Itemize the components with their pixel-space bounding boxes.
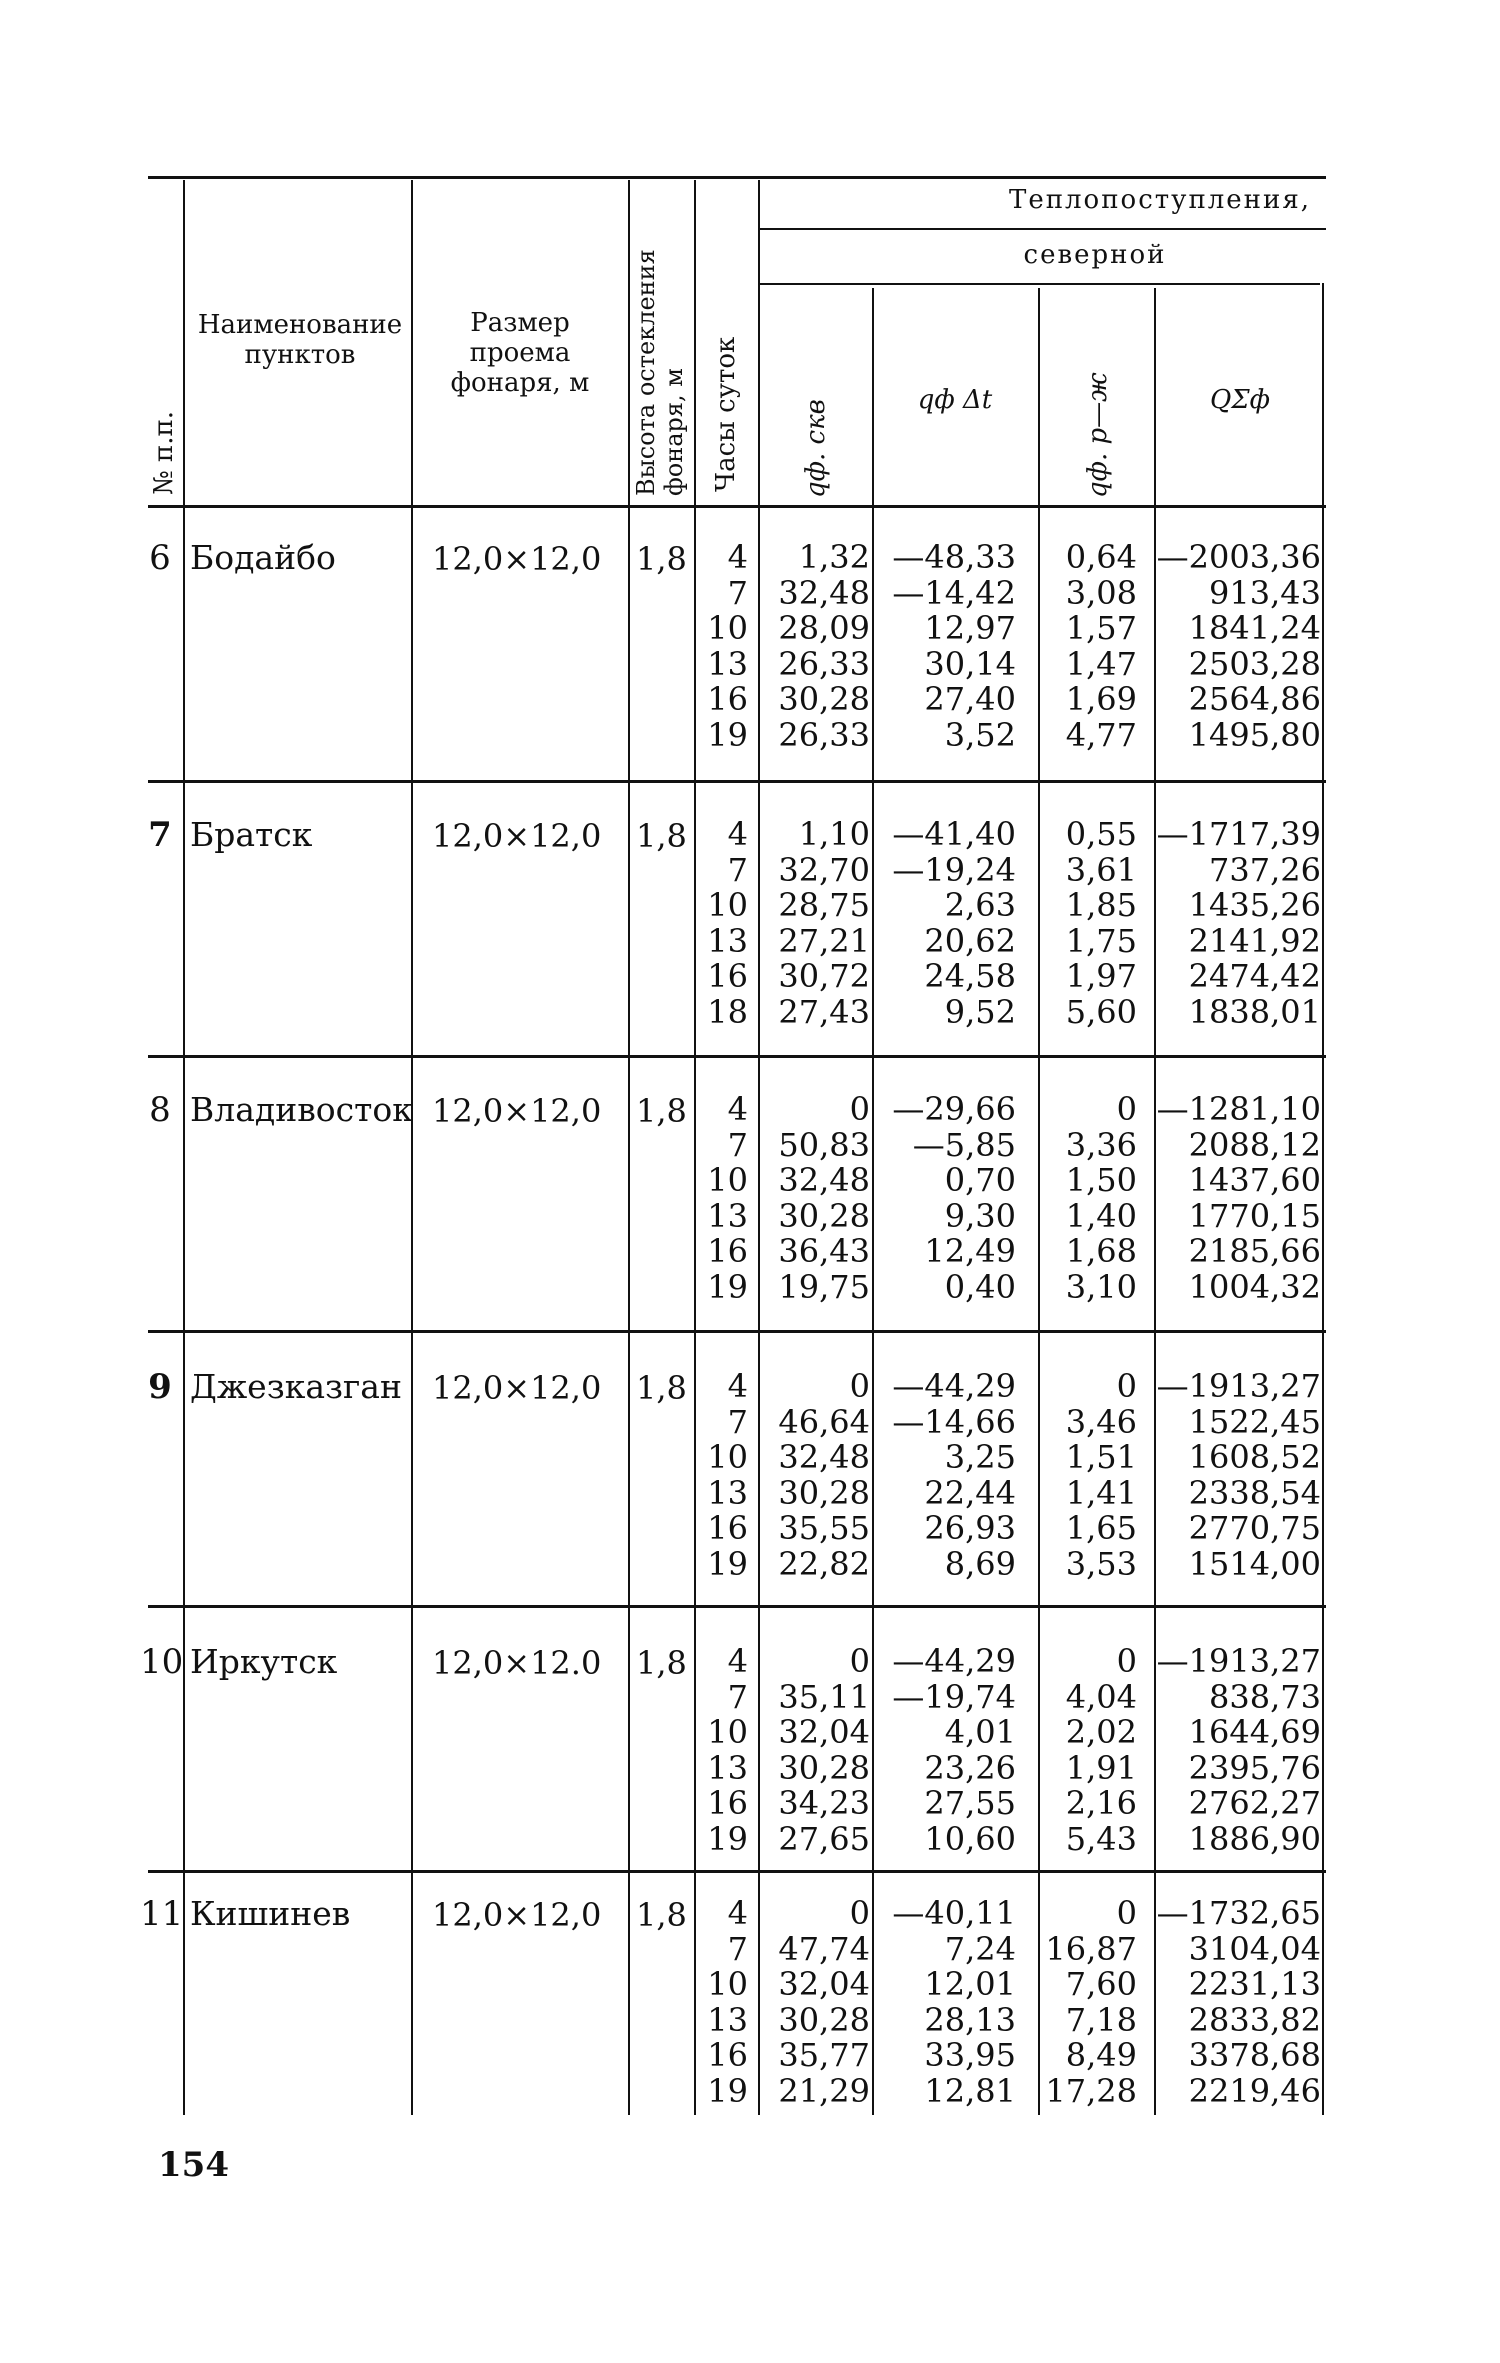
hours-list: 4 7 10 13 16 19	[707, 1642, 748, 1858]
header-hours: Часы суток	[711, 336, 741, 492]
header-q-sum: QΣф	[1209, 385, 1271, 415]
header-lantern-size: Размер проема фонаря, м	[450, 308, 590, 398]
header-q-skv: qф. скв	[801, 399, 831, 498]
header-row-number: № п.п.	[149, 410, 179, 495]
col-divider	[758, 180, 760, 2115]
q-dt-values: —29,66 —5,85 0,70 9,30 12,49 0,40	[892, 1090, 1016, 1306]
q-dt-values: —44,29 —14,66 3,25 22,44 26,93 8,69	[892, 1367, 1016, 1583]
city-name: Братск	[190, 815, 313, 854]
city-name: Кишинев	[190, 1894, 351, 1933]
q-skv-values: 1,32 32,48 28,09 26,33 30,28 26,33	[778, 538, 870, 754]
q-skv-values: 0 47,74 32,04 30,28 35,77 21,29	[778, 1894, 870, 2110]
q-skv-values: 1,10 32,70 28,75 27,21 30,72 27,43	[778, 815, 870, 1031]
lantern-size: 12,0×12,0	[432, 1896, 602, 1934]
hours-list: 4 7 10 13 16 18	[707, 815, 748, 1031]
lantern-size: 12,0×12,0	[432, 1092, 602, 1130]
group-rule	[760, 228, 1326, 230]
row-separator	[148, 1330, 1326, 1333]
q-dt-values: —40,11 7,24 12,01 28,13 33,95 12,81	[892, 1894, 1016, 2110]
hours-list: 4 7 10 13 16 19	[707, 1090, 748, 1306]
hours-list: 4 7 10 13 16 19	[707, 1894, 748, 2110]
city-name: Бодайбо	[190, 538, 336, 577]
row-number: 8	[149, 1090, 171, 1130]
row-number: 6	[149, 538, 171, 578]
col-divider	[1038, 288, 1040, 2115]
row-separator	[148, 1870, 1326, 1873]
col-divider	[411, 180, 413, 2115]
glazing-height: 1,8	[636, 1896, 687, 1934]
header-bottom-rule	[148, 505, 1326, 508]
col-divider	[872, 288, 874, 2115]
row-number: 10	[140, 1642, 184, 1682]
lantern-size: 12,0×12,0	[432, 1369, 602, 1407]
col-divider	[694, 180, 696, 2115]
hours-list: 4 7 10 13 16 19	[707, 1367, 748, 1583]
q-rzh-values: 0 4,04 2,02 1,91 2,16 5,43	[1065, 1642, 1137, 1858]
row-number: 11	[140, 1894, 184, 1934]
col-divider	[183, 180, 185, 2115]
q-rzh-values: 0 3,46 1,51 1,41 1,65 3,53	[1065, 1367, 1137, 1583]
header-north-subgroup: северной	[1023, 240, 1167, 270]
city-name: Иркутск	[190, 1642, 338, 1681]
glazing-height: 1,8	[636, 1644, 687, 1682]
glazing-height: 1,8	[636, 817, 687, 855]
q-skv-values: 0 46,64 32,48 30,28 35,55 22,82	[778, 1367, 870, 1583]
city-name: Джезказган	[190, 1367, 402, 1406]
hours-list: 4 7 10 13 16 19	[707, 538, 748, 754]
header-q-dt: qф Δt	[917, 385, 993, 415]
q-sum-values: —1717,39 737,26 1435,26 2141,92 2474,42 1838,01	[1156, 815, 1321, 1031]
q-rzh-values: 0 3,36 1,50 1,40 1,68 3,10	[1065, 1090, 1137, 1306]
q-sum-values: —1281,10 2088,12 1437,60 1770,15 2185,66 1004,32	[1156, 1090, 1321, 1306]
header-q-rzh: qф. р—ж	[1083, 372, 1113, 498]
q-rzh-values: 0 16,87 7,60 7,18 8,49 17,28	[1045, 1894, 1137, 2110]
q-dt-values: —41,40 —19,24 2,63 20,62 24,58 9,52	[892, 815, 1016, 1031]
glazing-height: 1,8	[636, 1092, 687, 1130]
row-separator	[148, 1605, 1326, 1608]
q-sum-values: —2003,36 913,43 1841,24 2503,28 2564,86 1495,80	[1156, 538, 1321, 754]
header-heat-gain-group: Теплопоступления,	[1008, 185, 1311, 215]
lantern-size: 12,0×12,0	[432, 540, 602, 578]
header-point-name: Наименование пунктов	[197, 310, 403, 370]
q-rzh-values: 0,55 3,61 1,85 1,75 1,97 5,60	[1065, 815, 1137, 1031]
col-divider	[1322, 283, 1324, 2115]
page-number: 154	[158, 2145, 229, 2185]
row-separator	[148, 1055, 1326, 1058]
header-glazing-height-line2: фонаря, м	[660, 368, 688, 496]
subgroup-rule	[760, 283, 1320, 285]
row-number: 7	[148, 815, 172, 855]
row-number: 9	[148, 1367, 172, 1407]
lantern-size: 12,0×12,0	[432, 817, 602, 855]
city-name: Владивосток	[190, 1090, 413, 1129]
header-glazing-height-line1: Высота остекления	[632, 249, 660, 496]
glazing-height: 1,8	[636, 540, 687, 578]
row-separator	[148, 780, 1326, 783]
glazing-height: 1,8	[636, 1369, 687, 1407]
q-sum-values: —1913,27 838,73 1644,69 2395,76 2762,27 1886,90	[1156, 1642, 1321, 1858]
q-dt-values: —44,29 —19,74 4,01 23,26 27,55 10,60	[892, 1642, 1016, 1858]
q-skv-values: 0 50,83 32,48 30,28 36,43 19,75	[778, 1090, 870, 1306]
table-top-rule	[148, 176, 1326, 179]
q-sum-values: —1913,27 1522,45 1608,52 2338,54 2770,75 1514,00	[1156, 1367, 1321, 1583]
q-rzh-values: 0,64 3,08 1,57 1,47 1,69 4,77	[1065, 538, 1137, 754]
q-skv-values: 0 35,11 32,04 30,28 34,23 27,65	[778, 1642, 870, 1858]
q-sum-values: —1732,65 3104,04 2231,13 2833,82 3378,68 2219,46	[1156, 1894, 1321, 2110]
q-dt-values: —48,33 —14,42 12,97 30,14 27,40 3,52	[892, 538, 1016, 754]
lantern-size: 12,0×12.0	[432, 1644, 602, 1682]
